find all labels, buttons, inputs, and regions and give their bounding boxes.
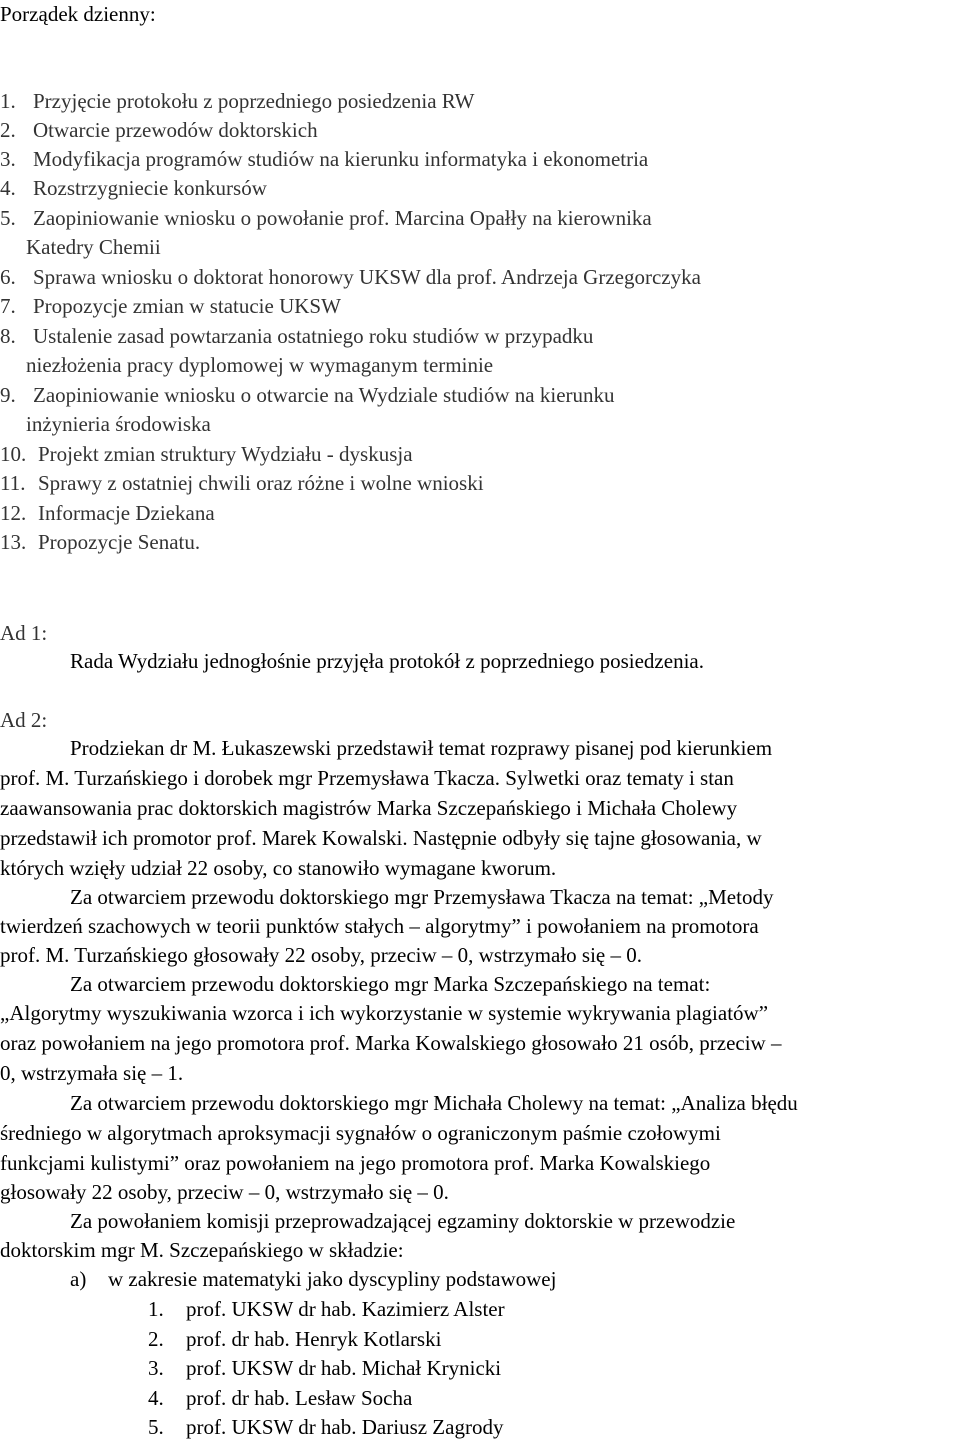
ad2-paragraph-line: oraz powołaniem na jego promotora prof. Marka Kowalskiego głosowało 21 osób, przeciw – <box>0 1031 782 1055</box>
agenda-item-num: 6. <box>0 265 16 289</box>
ad2-paragraph-line: „Algorytmy wyszukiwania wzorca i ich wykorzystanie w systemie wykrywania plagiatów” <box>0 1001 769 1025</box>
agenda-item-text: inżynieria środowiska <box>26 412 211 436</box>
ad2-paragraph-line: Za otwarciem przewodu doktorskiego mgr Michała Cholewy na temat: „Analiza błędu <box>70 1091 798 1115</box>
member-name: prof. UKSW dr hab. Dariusz Zagrody <box>186 1415 504 1439</box>
member-num: 1. <box>148 1297 164 1321</box>
ad2-paragraph-line: twierdzeń szachowych w teorii punktów stałych – algorytmy” i powołaniem na promotora <box>0 914 759 938</box>
agenda-item-num: 7. <box>0 294 16 318</box>
agenda-item-num: 13. <box>0 530 27 554</box>
ad2-paragraph-line: głosowały 22 osoby, przeciw – 0, wstrzymało się – 0. <box>0 1180 449 1204</box>
ad2-paragraph-line: Prodziekan dr M. Łukaszewski przedstawił temat rozprawy pisanej pod kierunkiem <box>70 736 773 760</box>
member-name: prof. UKSW dr hab. Kazimierz Alster <box>186 1297 505 1321</box>
ad2-paragraph-line: 0, wstrzymała się – 1. <box>0 1061 184 1085</box>
ad1-label: Ad 1: <box>0 621 48 645</box>
agenda-item-text: Informacje Dziekana <box>38 501 215 525</box>
member-num: 4. <box>148 1386 164 1410</box>
agenda-item-text: Sprawy z ostatniej chwili oraz różne i wolne wnioski <box>38 471 484 495</box>
agenda-item-text: Zaopiniowanie wniosku o powołanie prof. Marcina Opałły na kierownika <box>33 206 652 230</box>
agenda-item-num: 1. <box>0 89 16 113</box>
agenda-item-text: niezłożenia pracy dyplomowej w wymaganym terminie <box>26 353 494 377</box>
agenda-item-text: Ustalenie zasad powtarzania ostatniego roku studiów w przypadku <box>33 324 594 348</box>
ad2-label: Ad 2: <box>0 708 48 732</box>
agenda-item-text: Rozstrzygniecie konkursów <box>33 176 267 200</box>
agenda-item-num: 4. <box>0 176 16 200</box>
member-num: 3. <box>148 1356 164 1380</box>
sublist-title: w zakresie matematyki jako dyscypliny podstawowej <box>108 1267 557 1291</box>
member-name: prof. dr hab. Lesław Socha <box>186 1386 413 1410</box>
agenda-item-num: 11. <box>0 471 26 495</box>
agenda-item-text: Katedry Chemii <box>26 235 161 259</box>
agenda-item-text: Zaopiniowanie wniosku o otwarcie na Wydziale studiów na kierunku <box>33 383 615 407</box>
agenda-item-num: 3. <box>0 147 16 171</box>
agenda-item-num: 12. <box>0 501 27 525</box>
agenda-item-text: Otwarcie przewodów doktorskich <box>33 118 318 142</box>
ad2-paragraph-line: zaawansowania prac doktorskich magistrów Marka Szczepańskiego i Michała Cholewy <box>0 796 738 820</box>
ad2-paragraph-line: średniego w algorytmach aproksymacji sygnałów o ograniczonym paśmie czołowymi <box>0 1121 721 1145</box>
agenda-item-text: Propozycje zmian w statucie UKSW <box>33 294 341 318</box>
member-name: prof. dr hab. Henryk Kotlarski <box>186 1327 442 1351</box>
ad2-paragraph-line: Za otwarciem przewodu doktorskiego mgr Przemysława Tkacza na temat: „Metody <box>70 885 774 909</box>
ad2-paragraph-line: przedstawił ich promotor prof. Marek Kowalski. Następnie odbyły się tajne głosowania, w <box>0 826 762 850</box>
member-num: 2. <box>148 1327 164 1351</box>
agenda-item-num: 5. <box>0 206 16 230</box>
ad2-paragraph-line: prof. M. Turzańskiego i dorobek mgr Przemysława Tkacza. Sylwetki oraz tematy i stan <box>0 766 734 790</box>
agenda-item-num: 2. <box>0 118 16 142</box>
sublist-marker: a) <box>70 1267 87 1291</box>
ad2-paragraph-line: których wzięły udział 22 osoby, co stanowiło wymagane kworum. <box>0 856 557 880</box>
ad1-text: Rada Wydziału jednogłośnie przyjęła protokół z poprzedniego posiedzenia. <box>70 649 704 673</box>
ad2-paragraph-line: Za powołaniem komisji przeprowadzającej egzaminy doktorskie w przewodzie <box>70 1209 736 1233</box>
agenda-item-text: Przyjęcie protokołu z poprzedniego posiedzenia RW <box>33 89 475 113</box>
agenda-item-num: 10. <box>0 442 27 466</box>
agenda-item-text: Modyfikacja programów studiów na kierunku informatyka i ekonometria <box>33 147 649 171</box>
ad2-paragraph-line: Za otwarciem przewodu doktorskiego mgr Marka Szczepańskiego na temat: <box>70 972 711 996</box>
agenda-item-text: Propozycje Senatu. <box>38 530 201 554</box>
agenda-item-num: 8. <box>0 324 16 348</box>
heading: Porządek dzienny: <box>0 2 156 26</box>
member-num: 5. <box>148 1415 164 1439</box>
ad2-paragraph-line: doktorskim mgr M. Szczepańskiego w składzie: <box>0 1238 404 1262</box>
member-name: prof. UKSW dr hab. Michał Krynicki <box>186 1356 502 1380</box>
agenda-item-text: Sprawa wniosku o doktorat honorowy UKSW dla prof. Andrzeja Grzegorczyka <box>33 265 701 289</box>
agenda-item-text: Projekt zmian struktury Wydziału - dyskusja <box>38 442 413 466</box>
agenda-item-num: 9. <box>0 383 16 407</box>
ad2-paragraph-line: prof. M. Turzańskiego głosowały 22 osoby, przeciw – 0, wstrzymało się – 0. <box>0 943 642 967</box>
ad2-paragraph-line: funkcjami kulistymi” oraz powołaniem na jego promotora prof. Marka Kowalskiego <box>0 1151 711 1175</box>
